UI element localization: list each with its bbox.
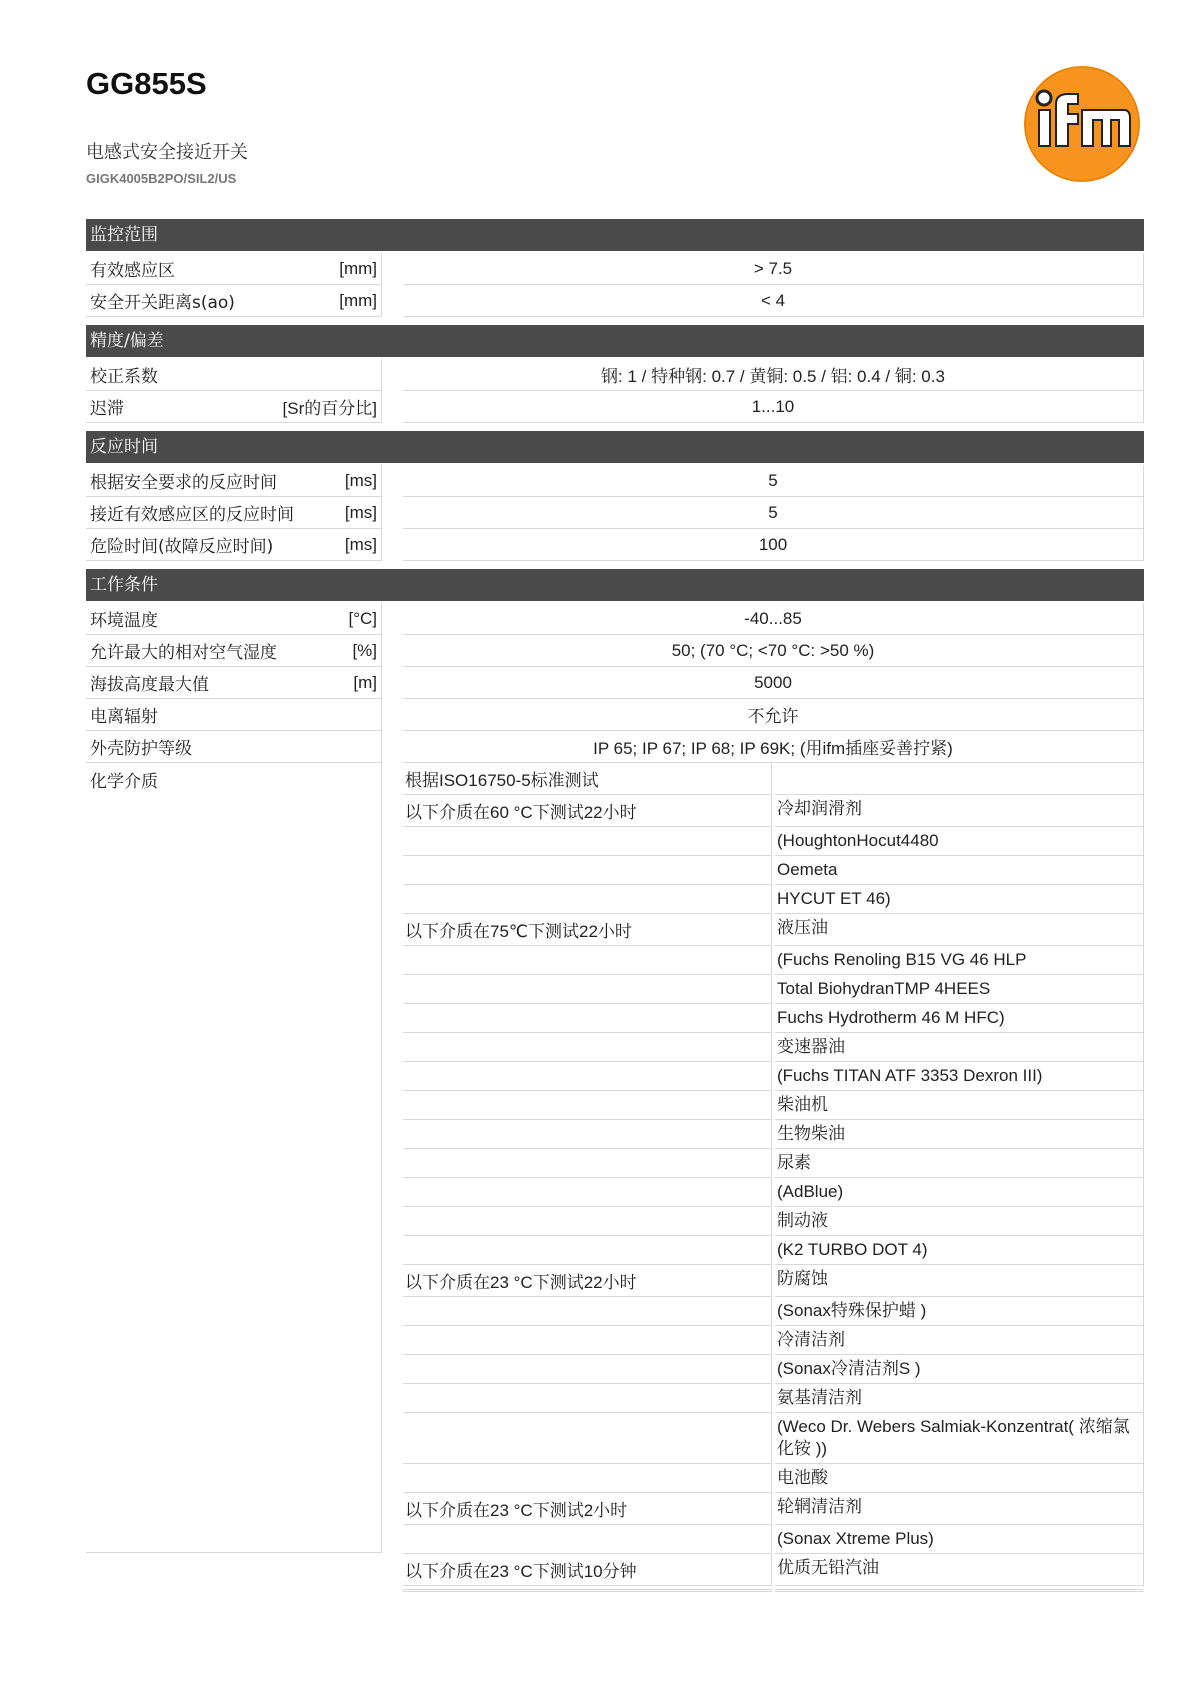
test-condition: [403, 1033, 772, 1062]
spec-row: [86, 465, 1144, 497]
test-medium: (Sonax特殊保护蜡 ): [775, 1297, 1144, 1326]
chemical-label-cell: [86, 763, 382, 1553]
spec-row: [86, 529, 1144, 561]
spec-unit: [mm]: [339, 290, 377, 310]
chemical-resistance-block: [86, 763, 1144, 1581]
chemical-row: [403, 1525, 1144, 1554]
test-medium: (Sonax Xtreme Plus): [775, 1525, 1144, 1554]
test-medium: [775, 763, 1144, 795]
test-medium: 优质无铅汽油: [775, 1554, 1144, 1586]
test-condition: [403, 1464, 772, 1493]
product-code: GG855S: [86, 66, 207, 101]
chemical-row: [403, 946, 1144, 975]
spec-label-cell: [86, 529, 382, 561]
spec-label: 电离辐射: [90, 707, 158, 727]
chemical-row: [403, 1265, 1144, 1297]
test-condition: [403, 975, 772, 1004]
chemical-row: [403, 1413, 1144, 1464]
spec-unit: [ms]: [344, 470, 377, 490]
spec-row: [86, 359, 1144, 391]
test-medium: (Sonax冷清洁剂S ): [775, 1355, 1144, 1384]
section-header: 工作条件: [86, 569, 1144, 601]
spec-row: [86, 635, 1144, 667]
test-condition: 以下介质在23 °C下测试22小时: [403, 1265, 772, 1297]
test-medium: (Weco Dr. Webers Salmiak-Konzentrat( 浓缩氯化铵 )): [775, 1413, 1144, 1464]
spec-value: 不允许: [403, 699, 1144, 731]
test-condition: [403, 1120, 772, 1149]
test-condition: [403, 946, 772, 975]
spec-value: -40...85: [403, 603, 1144, 635]
test-condition: [403, 1062, 772, 1091]
spec-unit: [ms]: [344, 502, 377, 522]
spec-label-cell: [86, 635, 382, 667]
test-medium: 柴油机: [775, 1091, 1144, 1120]
spec-label: 根据安全要求的反应时间: [90, 473, 277, 493]
spec-unit: [%]: [352, 640, 377, 660]
spec-unit: [°C]: [348, 608, 377, 628]
test-condition: [403, 1297, 772, 1326]
spec-label-cell: [86, 465, 382, 497]
chemical-row: [403, 885, 1144, 914]
spec-label-cell: [86, 391, 382, 423]
section-header: 监控范围: [86, 219, 1144, 251]
table-end-rule: [403, 1586, 1144, 1592]
test-condition: 以下介质在75℃下测试22小时: [403, 914, 772, 946]
spec-value: IP 65; IP 67; IP 68; IP 69K; (用ifm插座妥善拧紧): [403, 731, 1144, 763]
test-condition: 以下介质在60 °C下测试22小时: [403, 795, 772, 827]
test-condition: [403, 1384, 772, 1413]
chemical-table: [403, 763, 1144, 1592]
test-condition: [403, 1413, 772, 1464]
spec-unit: [Sr的百分比]: [282, 399, 377, 418]
chemical-row: [403, 1178, 1144, 1207]
chemical-row: [403, 1355, 1144, 1384]
spec-unit: [ms]: [344, 534, 377, 554]
spec-label-cell: [86, 285, 382, 317]
test-medium: (Fuchs TITAN ATF 3353 Dexron III): [775, 1062, 1144, 1091]
spec-label: 有效感应区: [90, 261, 175, 281]
spec-unit: [m]: [353, 672, 377, 692]
spec-value: > 7.5: [403, 253, 1144, 285]
spec-label-cell: [86, 359, 382, 391]
test-medium: 轮辋清洁剂: [775, 1493, 1144, 1525]
test-medium: 生物柴油: [775, 1120, 1144, 1149]
test-condition: [403, 1236, 772, 1265]
test-condition: [403, 1091, 772, 1120]
test-condition: [403, 1207, 772, 1236]
test-medium: Total BiohydranTMP 4HEES: [775, 975, 1144, 1004]
spec-value: 5: [403, 497, 1144, 529]
chemical-row: [403, 1297, 1144, 1326]
chemical-row: [403, 914, 1144, 946]
test-condition: [403, 1004, 772, 1033]
test-medium: HYCUT ET 46): [775, 885, 1144, 914]
chemical-row: [403, 1384, 1144, 1413]
chemical-row: [403, 827, 1144, 856]
spec-label: 外壳防护等级: [90, 739, 192, 759]
spec-label-cell: [86, 497, 382, 529]
section-header: 精度/偏差: [86, 325, 1144, 357]
article-number: GIGK4005B2PO/SIL2/US: [86, 171, 237, 186]
spec-row: [86, 731, 1144, 763]
spec-label-cell: [86, 667, 382, 699]
test-condition: [403, 1149, 772, 1178]
test-medium: (Fuchs Renoling B15 VG 46 HLP: [775, 946, 1144, 975]
spec-unit: [mm]: [339, 258, 377, 278]
test-condition: [403, 1178, 772, 1207]
test-medium: 变速器油: [775, 1033, 1144, 1062]
test-condition: 以下介质在23 °C下测试2小时: [403, 1493, 772, 1525]
test-condition: [403, 827, 772, 856]
chemical-row: [403, 856, 1144, 885]
spec-label: 校正系数: [90, 367, 158, 387]
ifm-logo: [1022, 64, 1142, 184]
section-header: 反应时间: [86, 431, 1144, 463]
product-description: 电感式安全接近开关: [86, 142, 248, 163]
chemical-row: [403, 1326, 1144, 1355]
test-medium: 防腐蚀: [775, 1265, 1144, 1297]
chemical-row: [403, 1004, 1144, 1033]
spec-row: [86, 699, 1144, 731]
test-condition: [403, 885, 772, 914]
test-medium: 冷清洁剂: [775, 1326, 1144, 1355]
spec-value: 50; (70 °C; <70 °C: >50 %): [403, 635, 1144, 667]
chemical-row: [403, 1493, 1144, 1525]
test-medium: 氨基清洁剂: [775, 1384, 1144, 1413]
spec-label: 迟滞: [90, 399, 124, 419]
spec-value: < 4: [403, 285, 1144, 317]
spec-value: 5: [403, 465, 1144, 497]
test-condition: [403, 1326, 772, 1355]
chemical-row: [403, 1236, 1144, 1265]
spec-value: 5000: [403, 667, 1144, 699]
test-medium: 冷却润滑剂: [775, 795, 1144, 827]
spec-row: [86, 497, 1144, 529]
chemical-row: [403, 1207, 1144, 1236]
spec-label: 安全开关距离s(ao): [90, 293, 235, 313]
test-condition: [403, 856, 772, 885]
spec-value: 1...10: [403, 391, 1144, 423]
chemical-row: [403, 1554, 1144, 1586]
test-medium: Fuchs Hydrotherm 46 M HFC): [775, 1004, 1144, 1033]
chemical-row: [403, 1091, 1144, 1120]
chemical-row: [403, 1464, 1144, 1493]
spec-row: [86, 285, 1144, 317]
test-condition: 以下介质在23 °C下测试10分钟: [403, 1554, 772, 1586]
chemical-row: [403, 763, 1144, 795]
chemical-row: [403, 975, 1144, 1004]
spec-row: [86, 603, 1144, 635]
spec-sections: [86, 219, 1144, 1581]
test-condition: 根据ISO16750-5标准测试: [403, 763, 772, 795]
spec-label: 环境温度: [90, 611, 158, 631]
chemical-row: [403, 1062, 1144, 1091]
chemical-row: [403, 1033, 1144, 1062]
chemical-row: [403, 1120, 1144, 1149]
spec-label: 接近有效感应区的反应时间: [90, 505, 294, 525]
spec-label: 海拔高度最大值: [90, 675, 209, 695]
test-medium: (HoughtonHocut4480: [775, 827, 1144, 856]
test-medium: (K2 TURBO DOT 4): [775, 1236, 1144, 1265]
spec-row: [86, 253, 1144, 285]
test-medium: 电池酸: [775, 1464, 1144, 1493]
spec-label: 允许最大的相对空气湿度: [90, 643, 277, 663]
spec-label-cell: [86, 253, 382, 285]
spec-value: 钢: 1 / 特种钢: 0.7 / 黄铜: 0.5 / 铝: 0.4 / 铜: 0.3: [403, 359, 1144, 391]
test-medium: Oemeta: [775, 856, 1144, 885]
chemical-row: [403, 795, 1144, 827]
test-medium: 制动液: [775, 1207, 1144, 1236]
test-condition: [403, 1525, 772, 1554]
spec-value: 100: [403, 529, 1144, 561]
spec-label: 危险时间(故障反应时间): [90, 537, 274, 557]
spec-row: [86, 667, 1144, 699]
chemical-label: 化学介质: [90, 772, 158, 792]
test-condition: [403, 1355, 772, 1384]
spec-label-cell: [86, 699, 382, 731]
spec-label-cell: [86, 603, 382, 635]
spec-row: [86, 391, 1144, 423]
test-medium: (AdBlue): [775, 1178, 1144, 1207]
test-medium: 液压油: [775, 914, 1144, 946]
chemical-row: [403, 1149, 1144, 1178]
spec-label-cell: [86, 731, 382, 763]
test-medium: 尿素: [775, 1149, 1144, 1178]
